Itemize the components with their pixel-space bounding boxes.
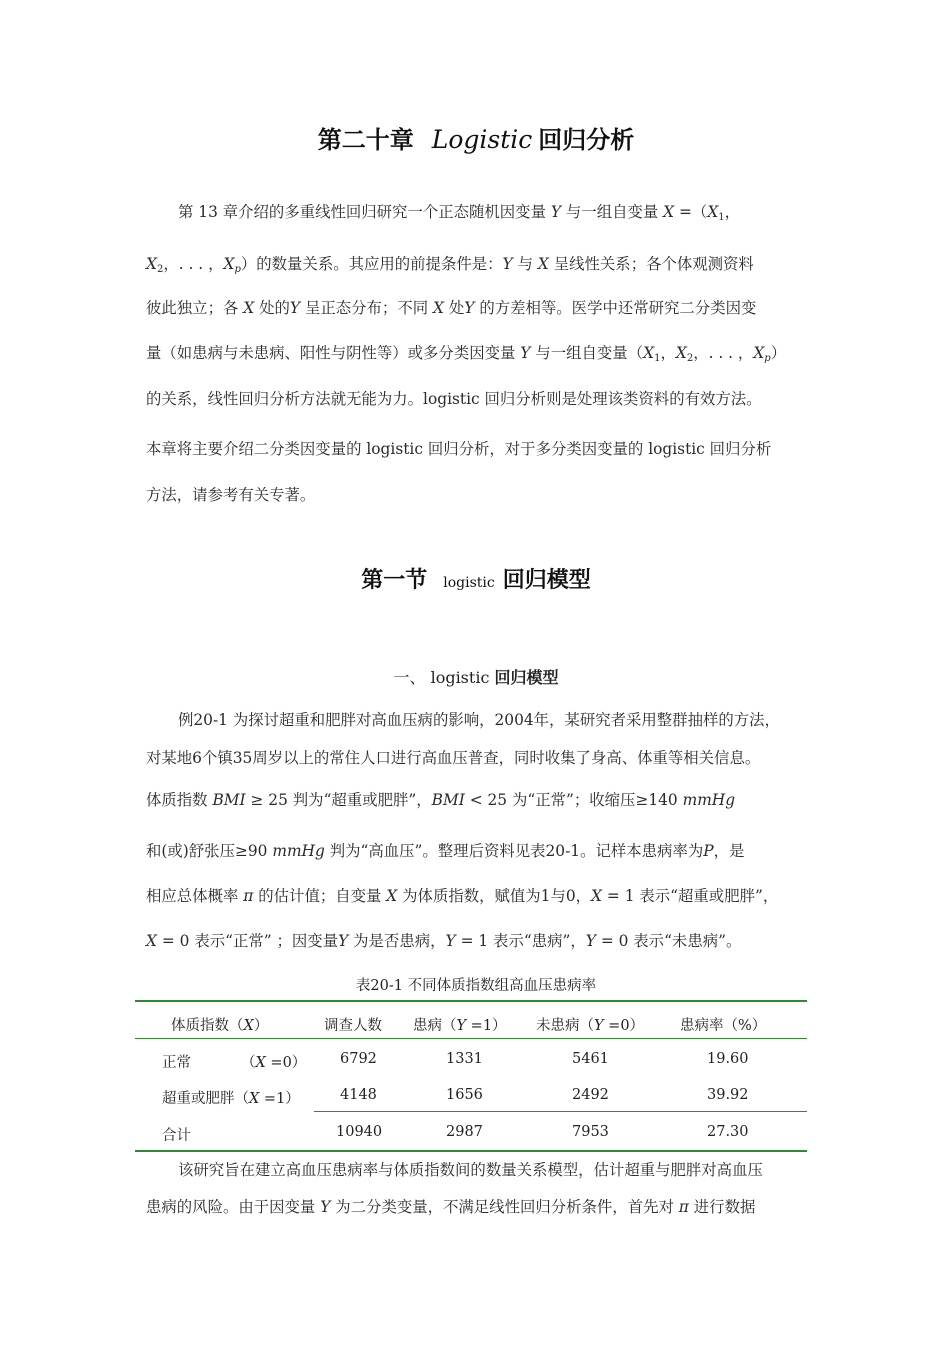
example-line-4: 和(或)舒张压≥90 mmHg 判为“高血压”。整理后资料见表20-1。记样本患病率为P，是 [146,842,745,860]
table-header-bmi: 体质指数（X） [171,1018,269,1034]
chapter-title-prefix: 第二十章 [317,125,414,154]
table-header-surveyed: 调查人数 [324,1018,382,1034]
intro-line-3: 彼此独立；各 X 处的Y 呈正态分布；不同 X 处Y 的方差相等。医学中还常研究二分类因变 [146,299,757,317]
table-header-not-diseased: 未患病（Y =0） [536,1018,645,1034]
example-line-3: 体质指数 BMI ≥ 25 判为“超重或肥胖”，BMI < 25 为“正常”；收缩压≥140 mmHg [146,791,736,809]
table-top-rule [135,1000,807,1002]
table-row-label: 超重或肥胖（X =1） [162,1091,300,1107]
table-total-rule [314,1111,807,1112]
table-cell: 1331 [446,1051,483,1067]
chapter-title [0,120,952,155]
intro-line-1: 第 13 章介绍的多重线性回归研究一个正态随机因变量 Y 与一组自变量 $X =(X_1$， [178,203,741,223]
example-line-5: 相应总体概率 π 的估计值；自变量 X 为体质指数，赋值为1与0，X = 1 表示“超重或肥胖”， [146,887,779,905]
table-cell: 39.92 [707,1087,749,1103]
intro-line-2: $X_2$，. . . ，$X_p$）的数量关系。其应用的前提条件是：Y 与 X 呈线性关系；各个体观测资料 [146,255,754,275]
table-cell: 6792 [340,1051,377,1067]
table-header-diseased: 患病（Y =1） [413,1018,507,1034]
subsection-title: 一、 logistic 回归模型 [393,668,559,687]
table-cell: 1656 [446,1087,483,1103]
after-line-1: 该研究旨在建立高血压患病率与体质指数间的数量关系模型，估计超重与肥胖对高血压 [178,1161,763,1179]
table-cell: 2492 [572,1087,609,1103]
table-row-label: 正常 （X =0） [162,1055,307,1071]
example-line-1: 例20-1 为探讨超重和肥胖对高血压病的影响，2004年，某研究者采用整群抽样的方法， [178,711,780,729]
after-line-2: 患病的风险。由于因变量 Y 为二分类变量，不满足线性回归分析条件，首先对 π 进行数据 [146,1198,756,1216]
chapter-title-latin: Logistic [431,125,533,154]
table-header-rate: 患病率（%） [680,1018,767,1034]
table-cell: 7953 [572,1124,609,1140]
table-row-label: 合计 [162,1128,191,1144]
chapter-title-suffix: 回归分析 [538,125,635,154]
table-cell: 4148 [340,1087,377,1103]
table-bottom-rule [135,1150,807,1152]
table-cell: 27.30 [707,1124,749,1140]
intro-line-6: 本章将主要介绍二分类因变量的 logistic 回归分析，对于多分类因变量的 logistic 回归分析 [146,440,772,458]
table-cell: 5461 [572,1051,609,1067]
section-title: 第一节 logistic 回归模型 [361,567,591,593]
table-cell: 2987 [446,1124,483,1140]
table-cell: 10940 [336,1124,383,1140]
table-caption: 表20-1 不同体质指数组高血压患病率 [355,978,597,994]
example-line-6: X = 0 表示“正常” ；因变量Y 为是否患病，Y = 1 表示“患病”，Y = 0 表示“未患病”。 [146,932,742,950]
table-header-rule [135,1038,807,1039]
table-cell: 19.60 [707,1051,749,1067]
intro-line-5: 的关系，线性回归分析方法就无能为力。logistic 回归分析则是处理该类资料的有效方法。 [146,390,762,408]
intro-line-4: 量（如患病与未患病、阳性与阴性等）或多分类因变量 Y 与一组自变量（$X_1$，$X_2$，. . . ，$X_p$） [146,344,787,364]
intro-line-7: 方法，请参考有关专著。 [146,486,316,504]
example-line-2: 对某地6个镇35周岁以上的常住人口进行高血压普查，同时收集了身高、体重等相关信息。 [146,749,761,767]
